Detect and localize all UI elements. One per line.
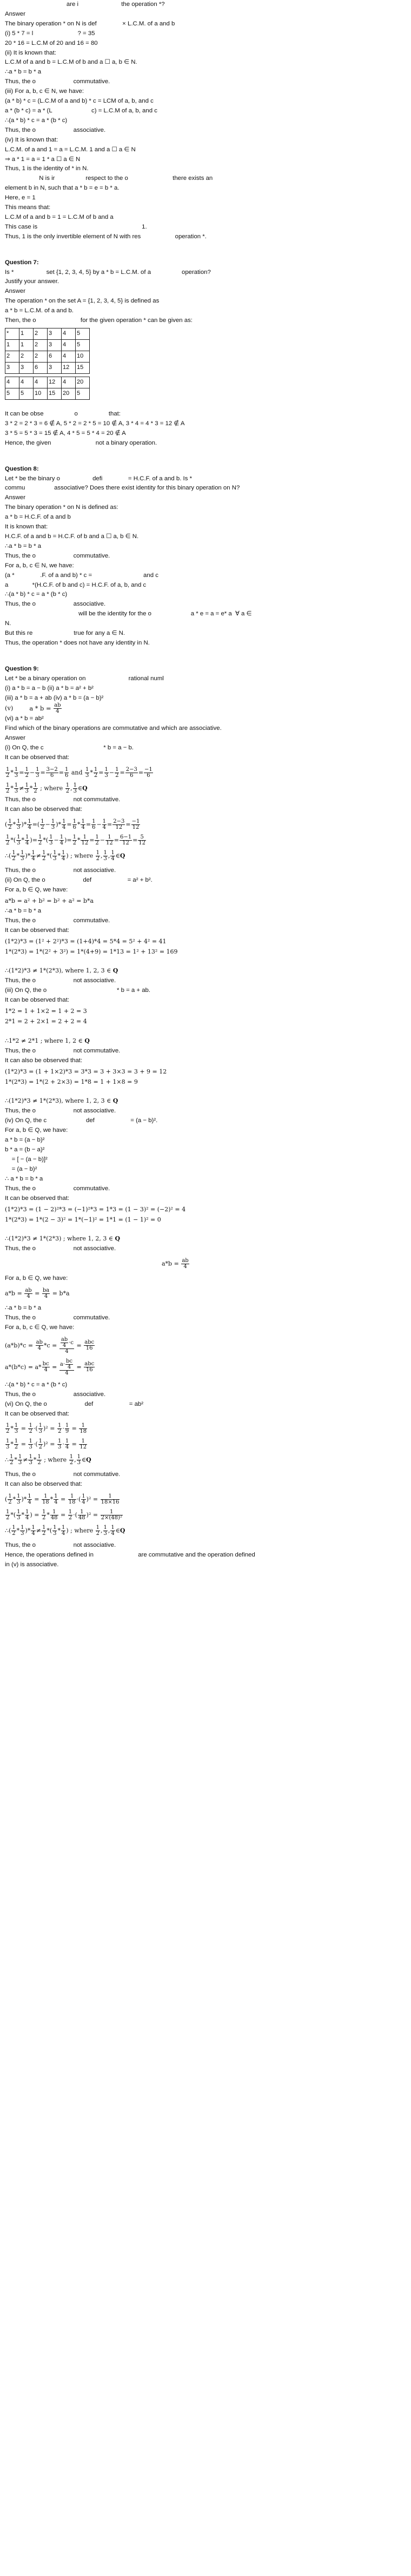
text-line: The binary operation * on N is def × L.C.M. of a and b [5, 20, 175, 27]
part-iii-head: (iii) On Q, the o * b = a + ab. [5, 987, 151, 994]
text-line: (i) On Q, the c * b = a − b. [5, 744, 134, 752]
eq-iv-1: (1*2)*3 = (1 − 2)²*3 = (−1)²*3 = 1*3 = (1 − 3)² = (−2)² = 4 [5, 1205, 186, 1213]
part-iv-line-3: = [ − (a − b)]² [5, 1156, 48, 1163]
text-line: L.C.M of a and b = L.C.M of b and a ☐ a, b ∈ N. [5, 59, 137, 66]
table-cell: 2 [34, 351, 48, 363]
text-line: Answer [5, 288, 25, 295]
table-cell: * [5, 328, 19, 340]
text-line: ∴(a * b) * c = a * (b * c) [5, 591, 68, 598]
part-iv-thus-assoc: Thus, the o not associative. [5, 1245, 116, 1252]
table-cell: 4 [19, 377, 34, 388]
text-line: This case is 1. [5, 223, 147, 230]
eq-iii-5: 1*(2*3) = 1*(2 + 2×3) = 1*8 = 1 + 1×8 = 9 [5, 1078, 138, 1085]
eq-i-5: ∴( $\frac{1}{2}$ * $\frac{1}{3}$ )* $\frac{1}{4}$ ≠ $\frac{1}{2}$ *( $\frac{1}{3}$ * $\frac{1}{4}$ ) ; where $\frac{1}{2}$ , $\frac{1}{3}$ , $\frac{1}{4}$ ∈Q [5, 849, 125, 862]
table-cell: 15 [48, 388, 62, 400]
also-obs-i: It can also be observed that: [5, 806, 83, 813]
eq-vi-1: $\frac{1}{2}$ * $\frac{1}{3}$ = $\frac{1}{2}$ ·( $\frac{1}{3}$ )² = $\frac{1}{2}$ · $\frac{1}{9}$ = $\frac{1}{18}$ [6, 1423, 87, 1435]
text-line: H.C.F. of a and b = H.C.F. of b and a ☐ a, b ∈ N. [5, 533, 139, 540]
text-line: a * (b * c) = a * (L c) = L.C.M of a, b, and c [5, 107, 157, 114]
text-line: Thus, the o commutative. [5, 78, 110, 85]
text-line: element b in N, such that a * b = e = b * a. [5, 185, 120, 192]
eq-iii-6: ∴(1*2)*3 ≠ 1*(2*3), where 1, 2, 3 ∈ Q [5, 1097, 118, 1105]
table-cell: 4 [62, 377, 76, 388]
part-ii-thus-comm: Thus, the o commutative. [5, 917, 110, 924]
text-line: a *(H.C.F. of b and c) = H.C.F. of a, b, and c [5, 581, 147, 588]
eq-vi-4: ( $\frac{1}{2}$ * $\frac{1}{3}$ )* $\frac{1}{4}$ = $\frac{1}{18}$ * $\frac{1}{4}$ = $\frac{1}{18}$ ·( $\frac{1}{4}$ )² = $\frac{1}{18\times 16}$ [5, 1493, 120, 1506]
table-cell: 2 [5, 351, 19, 363]
thus-not-assoc-i: Thus, the o not associative. [5, 867, 116, 874]
table-cell: 5 [5, 388, 19, 400]
table-cell: 2 [34, 328, 48, 340]
text-line: 3 * 5 = 5 * 3 = 15 ∉ A, 4 * 5 = 5 * 4 = 20 ∉ A [5, 430, 126, 437]
text-line: ∴a * b = b * a [5, 69, 42, 76]
text-line: (a * .F. of a and b) * c = and c [5, 572, 158, 579]
part-ii-head: (ii) On Q, the o def = a² + b². [5, 876, 153, 883]
text-line: It can be observed that: [5, 754, 70, 761]
text-line: (iii) a * b = a + ab (iv) a * b = (a − b)² [5, 694, 104, 701]
table-cell: 3 [48, 363, 62, 374]
thus-not-comm-i: Thus, the o not commutative. [5, 796, 121, 803]
text-line: Let * be a binary operation on rational numl [5, 675, 164, 682]
text-line: (i) 5 * 7 = l ? = 35 [5, 30, 95, 37]
part-iii-thus-assoc: Thus, the o not associative. [5, 1108, 116, 1115]
table-cell: 3 [48, 328, 62, 340]
table-cell: 2 [34, 340, 48, 351]
document-page [5, 0, 407, 1570]
part-iii-obs: It can be observed that: [5, 997, 70, 1004]
part-iii-also: It can also be observed that: [5, 1057, 83, 1064]
table-row [5, 388, 90, 400]
part-iii-thus-comm: Thus, the o not commutative. [5, 1047, 121, 1054]
text-line: a * b = H.C.F. of a and b [5, 514, 71, 521]
table-cell: 5 [19, 388, 34, 400]
table-cell: 3 [5, 363, 19, 374]
operation-table-top [5, 328, 90, 374]
eq-v-def: a*b = $\frac{ab}{4}$ [162, 1258, 189, 1270]
eq-i-1: $\frac{1}{2}$ * $\frac{1}{3}$ = $\frac{1}{2}$ − $\frac{1}{3}$ = $\frac{3-2}{6}$ = $\frac{1}{6}$ and $\frac{1}{3}$ * $\frac{1}{2}$ = $\frac{1}{3}$ − $\frac{1}{2}$ = $\frac{2-3}{6}$ = $\frac{-1}{6}$ [6, 767, 153, 779]
table-cell: 6 [34, 363, 48, 374]
question-7-title: Question 7: [5, 259, 39, 266]
text-line: Answer [5, 735, 25, 742]
text-line: ⇒ a * 1 = a = 1 * a ☐ a ∈ N [5, 156, 81, 163]
text-line: Hence, the given not a binary operation. [5, 439, 157, 446]
text-line: ∴a * b = b * a [5, 542, 42, 549]
eq-iv-3: ∴(1*2)*3 ≠ 1*(2*3) ; where 1, 2, 3 ∈ Q [5, 1235, 121, 1243]
eq-ii-4: ∴(1*2)*3 ≠ 1*(2*3), where 1, 2, 3 ∈ Q [5, 967, 118, 975]
table-row [5, 340, 90, 351]
part-vi-obs: It can be observed that: [5, 1410, 70, 1417]
table-cell: 5 [76, 328, 90, 340]
part-ii-line: For a, b ∈ Q, we have: [5, 886, 68, 893]
text-line: This means that: [5, 204, 51, 211]
eq-iii-2: 2*1 = 2 + 2×1 = 2 + 2 = 4 [5, 1018, 87, 1025]
part-iv-line-5: ∴ a * b = b * a [5, 1175, 43, 1182]
eq-v-2: (a*b)*c = $\frac{ab}{4}$ *c = $\frac{ab}{4}$ ·c 4 = $\frac{\text{abc}}{16}$ [5, 1336, 95, 1354]
eq-i-3: ( $\frac{1}{2}$ * $\frac{1}{3}$ )* $\frac{1}{4}$ =( $\frac{1}{2}$ − $\frac{1}{3}$ )* $\frac{1}{4}$ = $\frac{1}{6}$ * $\frac{1}{4}$ = $\frac{1}{6}$ − $\frac{1}{4}$ = $\frac{2-3}{12}$ = $\frac{-1}{12}$ [5, 818, 140, 830]
q9-option-v: (v) a * b = $\frac{ab}{4}$ [5, 702, 61, 715]
text-line: Thus, 1 is the identity of * in N. [5, 165, 89, 172]
table-cell: 6 [48, 351, 62, 363]
eq-v-3: a*(b*c) = a* $\frac{bc}{4}$ = a· $\frac{bc}{4}$ 4 = $\frac{\text{abc}}{16}$ [5, 1358, 95, 1376]
text-line: Thus, the o associative. [5, 601, 106, 608]
hence-line: Hence, the operations defined in are commutative and the operation defined [5, 1552, 255, 1559]
text-line: It can be obse o that: [5, 411, 121, 417]
question-9-title: Question 9: [5, 665, 39, 672]
question-7 [5, 258, 407, 448]
table-row [5, 363, 90, 374]
part-v-comm: ∴a * b = b * a [5, 1305, 42, 1312]
text-line: Is * set {1, 2, 3, 4, 5} by a * b = L.C.M. of a operation? [5, 269, 211, 276]
text-line: Answer [5, 10, 25, 17]
eq-v-1: a*b = $\frac{ab}{4}$ = $\frac{ba}{4}$ = b*a [5, 1287, 70, 1300]
part-vi-thus-comm: Thus, the o not commutative. [5, 1471, 121, 1478]
table-cell: 10 [76, 351, 90, 363]
table-row [5, 351, 90, 363]
part-iv-thus-comm: Thus, the o commutative. [5, 1185, 110, 1192]
eq-ii-3: 1*(2*3) = 1*(2² + 3²) = 1*(4+9) = 1*13 = 1² + 13² = 169 [5, 948, 178, 955]
eq-i-4: $\frac{1}{2}$ *( $\frac{1}{3}$ * $\frac{1}{4}$ )= $\frac{1}{2}$ *( $\frac{1}{3}$ − $\frac{1}{4}$ )= $\frac{1}{2}$ * $\frac{1}{12}$ = $\frac{1}{2}$ − $\frac{1}{12}$ = $\frac{6-1}{12}$ = $\frac{5}{12}$ [6, 834, 146, 846]
part-vi-thus-assoc: Thus, the o not associative. [5, 1542, 116, 1549]
table-cell: 12 [62, 363, 76, 374]
part-v-thus-assoc: Thus, the o associative. [5, 1391, 106, 1398]
table-cell: 3 [48, 340, 62, 351]
table-row [5, 328, 90, 340]
part-iv-line-0: For a, b ∈ Q, we have: [5, 1127, 68, 1134]
table-cell: 4 [5, 377, 19, 388]
eq-ii-1: a*b = a² + b² = b² + a² = b*a [5, 897, 94, 904]
eq-vi-3: ∴ $\frac{1}{2}$ * $\frac{1}{3}$ ≠ $\frac{1}{3}$ * $\frac{1}{2}$ ; where $\frac{1}{2}$ , $\frac{1}{3}$ ∈Q [5, 1454, 91, 1466]
table-cell: 15 [76, 363, 90, 374]
table-cell: 4 [34, 377, 48, 388]
text-line: Thus, 1 is the only invertible element of N with res operation *. [5, 233, 207, 240]
text-line: commu associative? Does there exist identity for this binary operation on N? [5, 485, 240, 492]
hence-line-2: in (v) is associative. [5, 1561, 59, 1568]
table-cell: 4 [62, 328, 76, 340]
table-cell: 20 [76, 377, 90, 388]
part-ii-obs: It can be observed that: [5, 927, 70, 934]
eq-iv-2: 1*(2*3) = 1*(2 − 3)² = 1*(−1)² = 1*1 = (1 − 1)² = 0 [5, 1216, 161, 1223]
eq-iii-1: 1*2 = 1 + 1×2 = 1 + 2 = 3 [5, 1008, 87, 1015]
q6-continued [5, 0, 407, 242]
text-line: a * b = L.C.M. of a and b. [5, 307, 74, 314]
text-line: Then, the o for the given operation * can be given as: [5, 317, 193, 324]
eq-i-2: $\frac{1}{2}$ * $\frac{1}{3}$ ≠ $\frac{1}{3}$ * $\frac{1}{2}$ ; where $\frac{1}{2}$ , $\frac{1}{3}$ ∈Q [6, 782, 88, 794]
text-line: L.C.M. of a and 1 = a = L.C.M. 1 and a ☐ a ∈ N [5, 146, 136, 153]
part-vi-head: (vi) On Q, the o def = ab² [5, 1400, 144, 1407]
question-8-title: Question 8: [5, 465, 39, 472]
text-line: Find which of the binary operations are commutative and which are associative. [5, 725, 222, 732]
text-line: will be the identity for the o a * e = a = e* a ∀ a ∈ [5, 611, 252, 618]
text-line: (a * b) * c = (L.C.M of a and b) * c = LCM of a, b, and c [5, 98, 154, 105]
table-cell: 2 [19, 351, 34, 363]
text-line: Thus, the o commutative. [5, 552, 110, 559]
eq-vi-6: ∴( $\frac{1}{2}$ * $\frac{1}{3}$ )* $\frac{1}{4}$ ≠ $\frac{1}{2}$ *( $\frac{1}{3}$ * $\frac{1}{4}$ ) ; where $\frac{1}{2}$ , $\frac{1}{3}$ , $\frac{1}{4}$ ∈Q [5, 1525, 125, 1537]
question-8 [5, 465, 407, 648]
text-line: are i the operation *? [5, 1, 165, 8]
text-line: 20 * 16 = L.C.M of 20 and 16 = 80 [5, 39, 98, 46]
table-cell: 20 [62, 388, 76, 400]
table-row [5, 377, 90, 388]
part-vi-also: It can also be observed that: [5, 1481, 83, 1488]
text-line: (iii) For a, b, c ∈ N, we have: [5, 88, 84, 95]
part-v-thus-comm: Thus, the o commutative. [5, 1314, 110, 1321]
part-iv-line-2: b * a = (b − a)² [5, 1146, 45, 1153]
part-iv-line-1: a * b = (a − b)² [5, 1137, 45, 1144]
eq-vi-2: $\frac{1}{3}$ * $\frac{1}{2}$ = $\frac{1}{3}$ ·( $\frac{1}{2}$ )² = $\frac{1}{3}$ · $\frac{1}{4}$ = $\frac{1}{12}$ [6, 1438, 87, 1451]
eq-iii-4: (1*2)*3 = (1 + 1×2)*3 = 3*3 = 3 + 3×3 = 3 + 9 = 12 [5, 1068, 167, 1075]
text-line: N is ir respect to the o there exists an [5, 175, 213, 182]
text-line: (i) a * b = a − b (ii) a * b = a² + b² [5, 685, 94, 692]
table-cell: 3 [19, 363, 34, 374]
table-cell: 5 [76, 340, 90, 351]
text-line: (ii) It is known that: [5, 49, 56, 56]
text-line: Thus, the operation * does not have any identity in N. [5, 639, 150, 646]
text-line: ∴(a * b) * c = a * (b * c) [5, 117, 68, 124]
table-cell: 4 [62, 351, 76, 363]
part-iv-line-4: = (a − b)² [5, 1165, 37, 1172]
text-line: 3 * 2 = 2 * 3 = 6 ∉ A, 5 * 2 = 2 * 5 = 10 ∉ A, 3 * 4 = 4 * 3 = 12 ∉ A [5, 420, 185, 427]
part-v-line: For a, b ∈ Q, we have: [5, 1275, 68, 1282]
text-line: (vi) a * b = ab² [5, 715, 44, 722]
part-iv-head: (iv) On Q, the c def = (a − b)². [5, 1117, 158, 1124]
table-cell: 5 [76, 388, 90, 400]
text-line: But this re true for any a ∈ N. [5, 630, 125, 637]
text-line: The binary operation * on N is defined as: [5, 504, 118, 511]
text-line: Here, e = 1 [5, 194, 36, 202]
part-v-abc: For a, b, c ∈ Q, we have: [5, 1324, 75, 1331]
part-iv-obs: It can be observed that: [5, 1195, 70, 1202]
part-v-assoc-eq: ∴(a * b) * c = a * (b * c) [5, 1381, 68, 1388]
text-line: N. [5, 620, 11, 627]
text-line: It is known that: [5, 524, 48, 531]
eq-vi-5: $\frac{1}{2}$ *( $\frac{1}{3}$ * $\frac{1}{4}$ ) = $\frac{1}{2}$ * $\frac{1}{48}$ = $\frac{1}{2}$ ·( $\frac{1}{48}$ )² = $\frac{1}{\text{2×(48)²}}$ [6, 1509, 122, 1521]
table-cell: 1 [19, 328, 34, 340]
text-line: L.C.M of a and b = 1 = L.C.M of b and a [5, 213, 114, 220]
table-cell: 1 [5, 340, 19, 351]
table-cell: 1 [19, 340, 34, 351]
question-9 [5, 665, 407, 1570]
eq-ii-2: (1*2)*3 = (1² + 2²)*3 = (1+4)*4 = 5*4 = 5² + 4² = 41 [5, 937, 167, 945]
text-line: Let * be the binary o defi = H.C.F. of a and b. Is * [5, 475, 192, 482]
text-line: For a, b, c ∈ N, we have: [5, 562, 74, 569]
text-line: Justify your answer. [5, 278, 59, 285]
table-cell: 4 [62, 340, 76, 351]
part-ii-comm: ∴a * b = b * a [5, 907, 42, 914]
eq-iii-3: ∴1*2 ≠ 2*1 ; where 1, 2 ∈ Q [5, 1037, 90, 1044]
operation-table-bottom [5, 377, 90, 400]
text-line: Thus, the o associative. [5, 126, 106, 133]
table-cell: 12 [48, 377, 62, 388]
table-cell: 10 [34, 388, 48, 400]
text-line: The operation * on the set A = {1, 2, 3, 4, 5} is defined as [5, 298, 160, 305]
text-line: (iv) It is known that: [5, 136, 58, 143]
text-line: Answer [5, 494, 25, 501]
part-ii-thus-assoc: Thus, the o not associative. [5, 977, 116, 984]
